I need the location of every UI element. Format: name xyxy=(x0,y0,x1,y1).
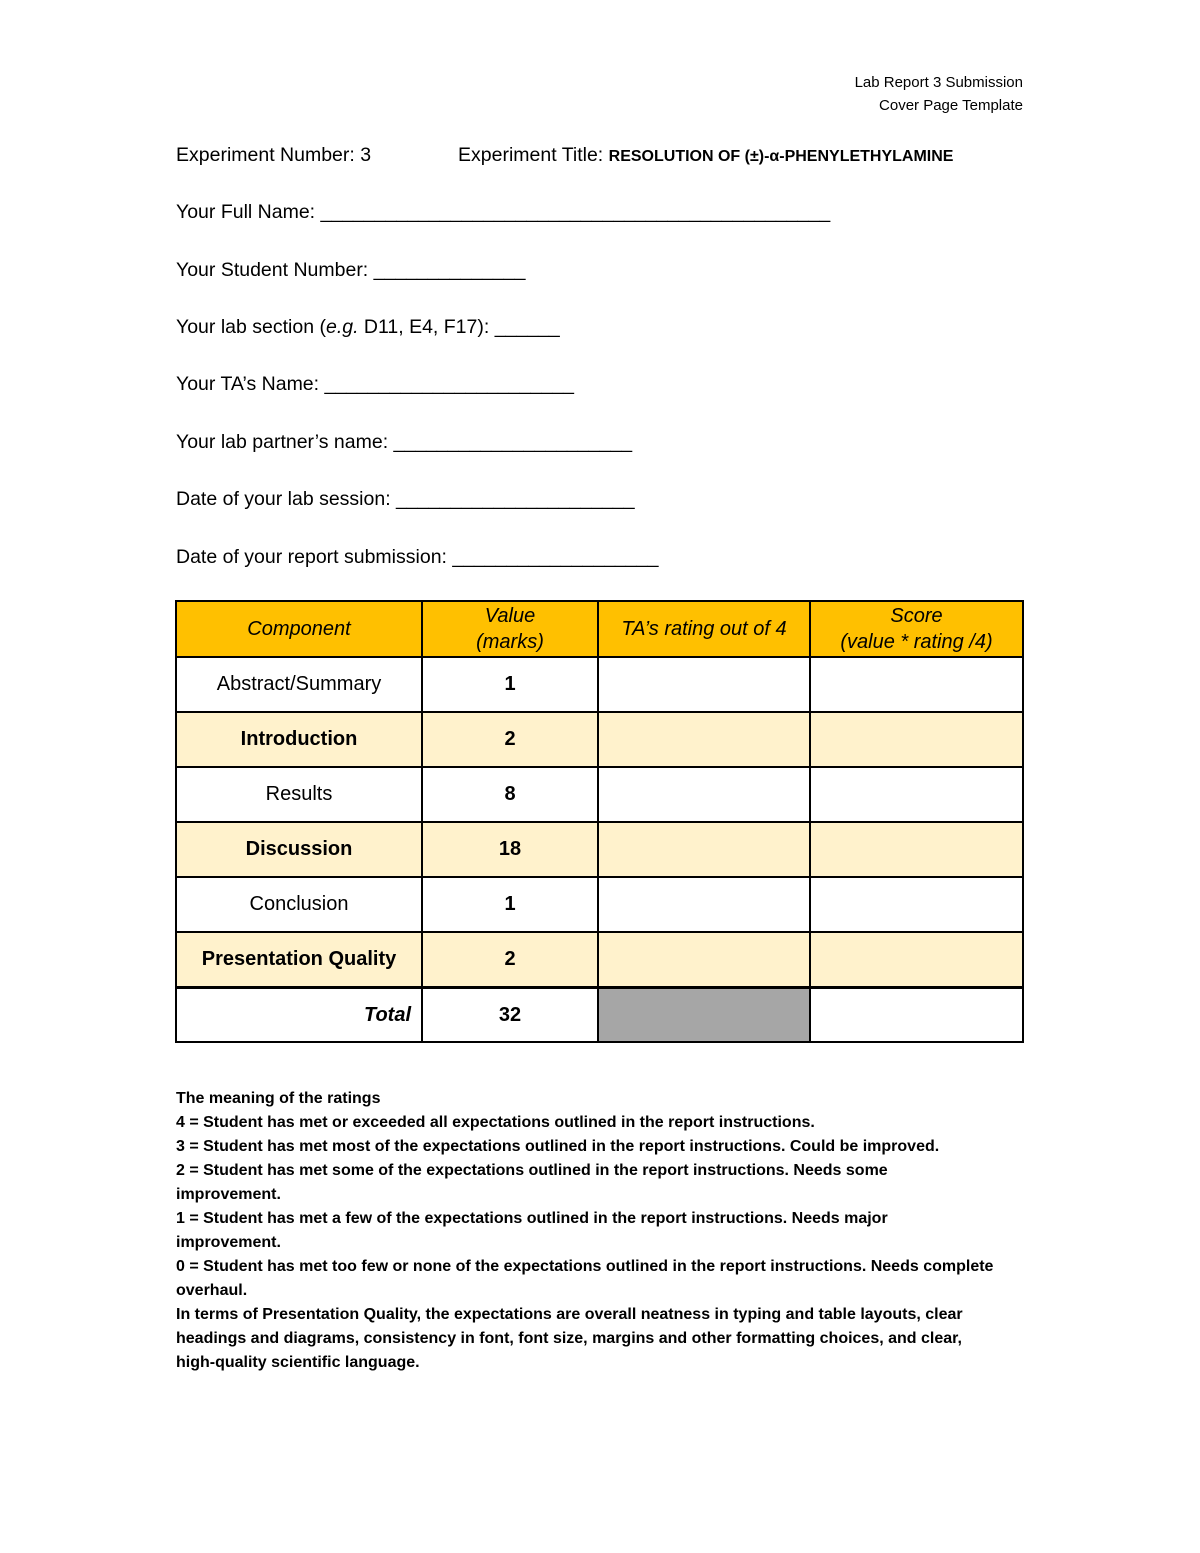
total-rating-disabled-cell xyxy=(598,988,810,1043)
full-name-field[interactable]: Your Full Name: _______________________________________________ xyxy=(176,201,831,223)
experiment-title-value: RESOLUTION OF (±)-α-PHENYLETHYLAMINE xyxy=(608,148,954,165)
header-score xyxy=(810,601,1023,657)
lab-section-eg: e.g. xyxy=(325,316,359,338)
total-score-cell[interactable] xyxy=(810,988,1023,1043)
row-score-cell[interactable] xyxy=(810,712,1023,767)
row-component: Conclusion xyxy=(176,877,422,932)
experiment-title xyxy=(458,144,953,167)
row-value: 1 xyxy=(422,657,598,712)
row-score-cell[interactable] xyxy=(810,932,1023,988)
total-value: 32 xyxy=(422,988,598,1043)
row-score-cell[interactable] xyxy=(810,822,1023,877)
lab-section-suffix: D11, E4, F17): ______ xyxy=(358,316,560,338)
lab-date-field[interactable]: Date of your lab session: ______________________ xyxy=(176,488,635,510)
row-component: Results xyxy=(176,767,422,822)
row-rating-cell[interactable] xyxy=(598,822,810,877)
row-rating-cell[interactable] xyxy=(598,712,810,767)
table-row xyxy=(176,877,1023,932)
student-number-field[interactable]: Your Student Number: ______________ xyxy=(176,259,526,281)
header-subtitle: Cover Page Template xyxy=(879,97,1023,114)
row-rating-cell[interactable] xyxy=(598,932,810,988)
row-rating-cell[interactable] xyxy=(598,877,810,932)
presentation-quality-text: In terms of Presentation Quality, the expectations are overall neatness in typing and table layouts, clear headings and diagrams, consistency in font, font size, margins and other formatting choices, and clear, high-quality scientific language. xyxy=(176,1306,963,1371)
table-row xyxy=(176,767,1023,822)
header-title: Lab Report 3 Submission xyxy=(854,74,1023,91)
grading-table xyxy=(175,600,1024,1043)
table-row xyxy=(176,932,1023,988)
header-component: Component xyxy=(176,601,422,657)
ratings-notes xyxy=(176,1087,996,1375)
rating-1-text: 1 = Student has met a few of the expectations outlined in the report instructions. Needs major improvement. xyxy=(176,1210,888,1251)
submission-date-field[interactable]: Date of your report submission: ___________________ xyxy=(176,546,659,568)
row-value: 2 xyxy=(422,712,598,767)
header-value-line2: (marks) xyxy=(476,631,544,653)
table-row xyxy=(176,657,1023,712)
header-rating: TA’s rating out of 4 xyxy=(598,601,810,657)
total-label: Total xyxy=(176,988,422,1043)
row-score-cell[interactable] xyxy=(810,657,1023,712)
experiment-title-label: Experiment Title: xyxy=(458,144,609,166)
table-header-row xyxy=(176,601,1023,657)
header-value xyxy=(422,601,598,657)
row-value: 8 xyxy=(422,767,598,822)
row-score-cell[interactable] xyxy=(810,877,1023,932)
rating-2-text: 2 = Student has met some of the expectations outlined in the report instructions. Needs some improvement. xyxy=(176,1162,888,1203)
row-rating-cell[interactable] xyxy=(598,767,810,822)
notes-heading: The meaning of the ratings xyxy=(176,1090,381,1107)
rating-4-text: 4 = Student has met or exceeded all expectations outlined in the report instructions. xyxy=(176,1114,815,1131)
header-value-line1: Value xyxy=(484,605,536,627)
row-component: Abstract/Summary xyxy=(176,657,422,712)
row-component: Introduction xyxy=(176,712,422,767)
row-component: Presentation Quality xyxy=(176,932,422,988)
row-value: 18 xyxy=(422,822,598,877)
rating-0-text: 0 = Student has met too few or none of the expectations outlined in the report instructions. Needs complete overhaul. xyxy=(176,1258,994,1299)
row-value: 2 xyxy=(422,932,598,988)
table-row xyxy=(176,712,1023,767)
table-total-row xyxy=(176,988,1023,1043)
lab-section-field[interactable] xyxy=(176,316,560,339)
header-score-line1: Score xyxy=(890,605,943,627)
ta-name-field[interactable]: Your TA’s Name: _______________________ xyxy=(176,373,574,395)
header-score-line2: (value * rating /4) xyxy=(840,631,993,653)
table-row xyxy=(176,822,1023,877)
row-score-cell[interactable] xyxy=(810,767,1023,822)
rating-3-text: 3 = Student has met most of the expectations outlined in the report instructions. Could be improved. xyxy=(176,1138,940,1155)
lab-section-prefix: Your lab section ( xyxy=(176,316,326,338)
row-value: 1 xyxy=(422,877,598,932)
row-component: Discussion xyxy=(176,822,422,877)
partner-name-field[interactable]: Your lab partner’s name: ______________________ xyxy=(176,431,633,453)
experiment-number: Experiment Number: 3 xyxy=(176,144,372,166)
row-rating-cell[interactable] xyxy=(598,657,810,712)
